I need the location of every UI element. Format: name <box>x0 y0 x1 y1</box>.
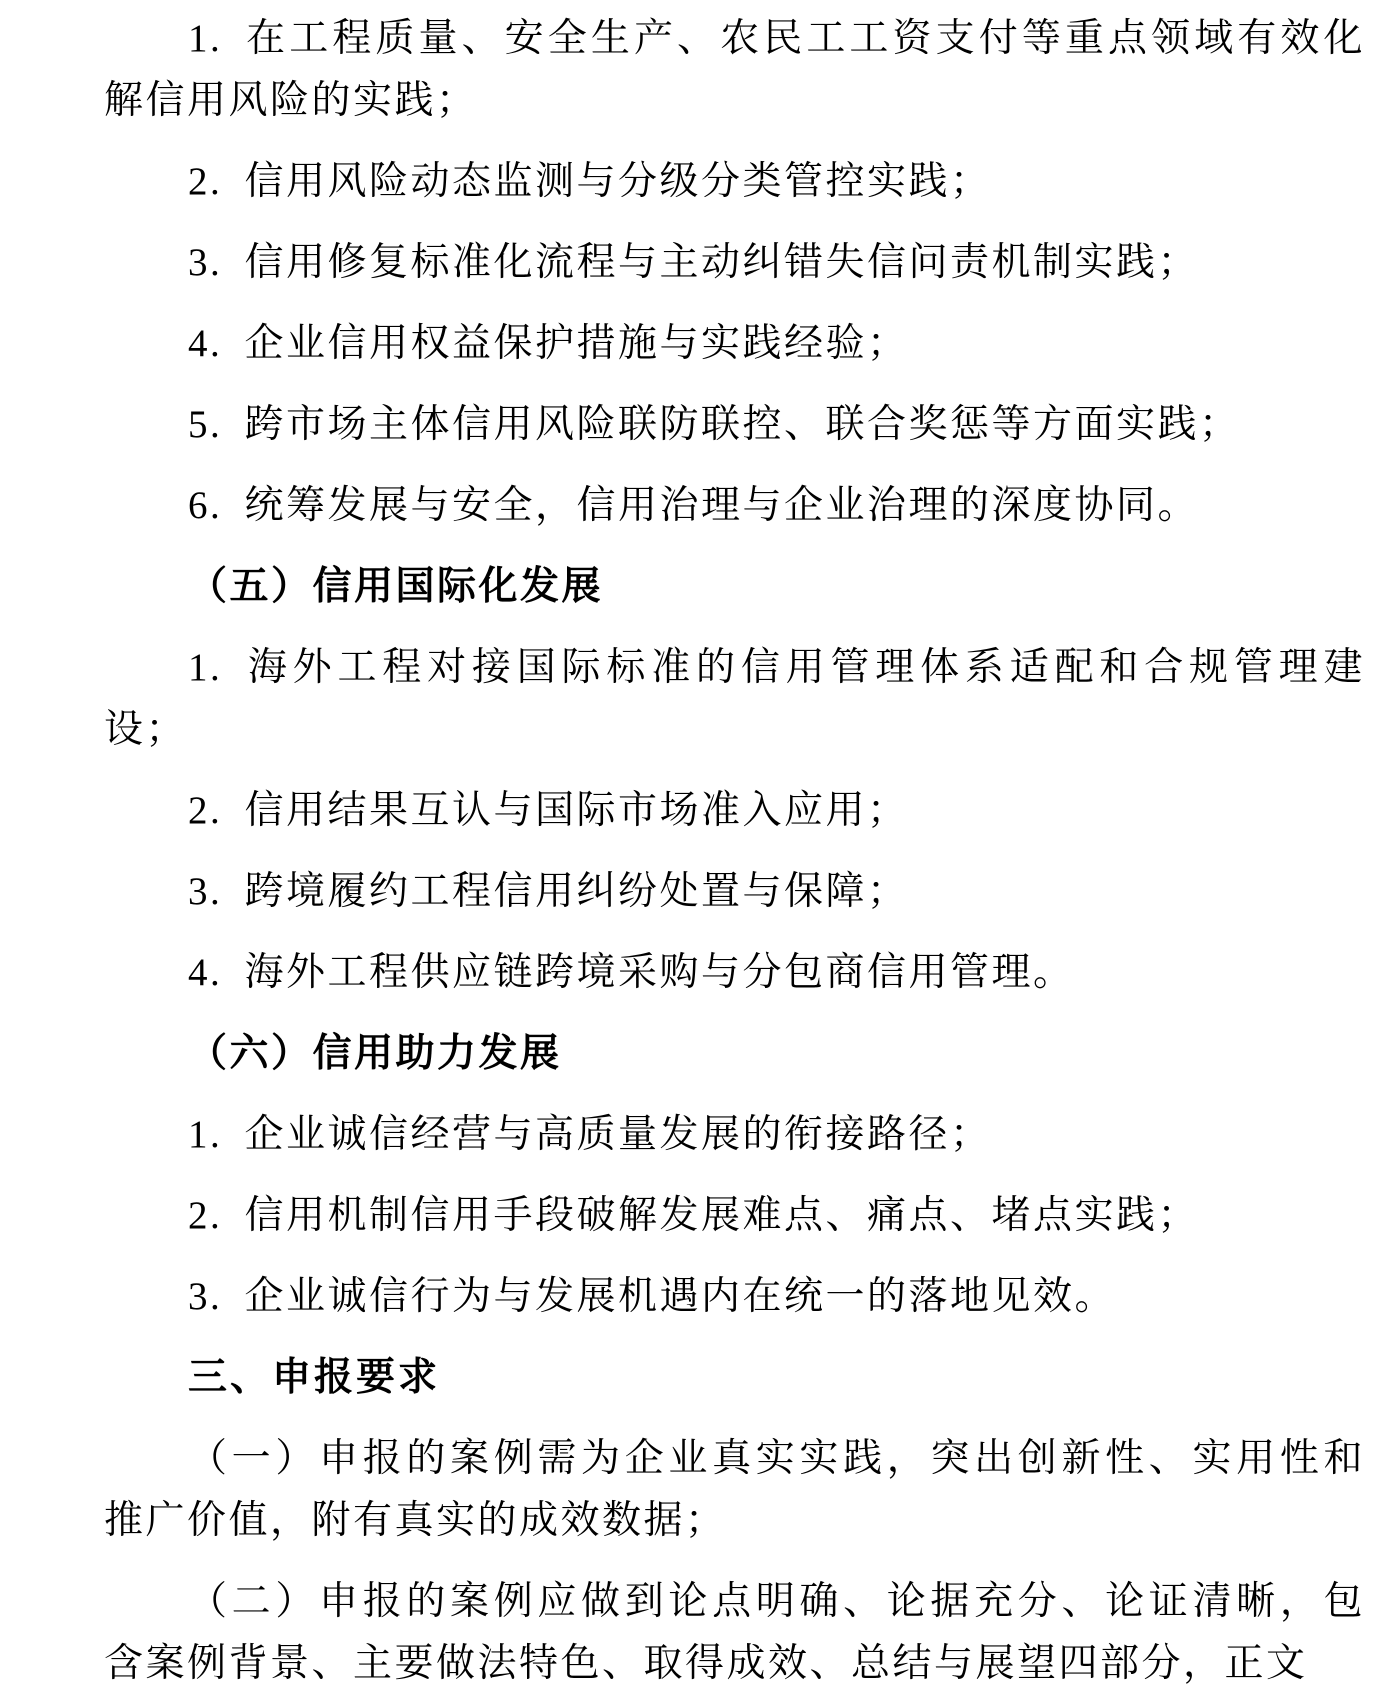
list-item-line: 2. 信用结果互认与国际市场准入应用； <box>188 789 909 832</box>
requirement-line: （一）申报的案例需为企业真实实践，突出创新性、实用性和 <box>188 1437 1365 1480</box>
requirement-line: （二）申报的案例应做到论点明确、论据充分、论证清晰，包 <box>188 1580 1365 1623</box>
list-item-line: 3. 信用修复标准化流程与主动纠错失信问责机制实践； <box>188 241 1200 284</box>
requirements-heading: 三、申报要求 <box>188 1356 441 1399</box>
continuation-line: 推广价值，附有真实的成效数据； <box>104 1499 727 1542</box>
list-item-line: 4. 海外工程供应链跨境采购与分包商信用管理。 <box>188 951 1075 994</box>
list-item-line: 2. 信用机制信用手段破解发展难点、痛点、堵点实践； <box>188 1194 1200 1237</box>
section-6-heading: （六）信用助力发展 <box>188 1032 562 1075</box>
list-item-line: 1. 海外工程对接国际标准的信用管理体系适配和合规管理建 <box>188 646 1365 689</box>
continuation-line: 设； <box>104 708 188 751</box>
list-item-line: 5. 跨市场主体信用风险联防联控、联合奖惩等方面实践； <box>188 403 1241 446</box>
list-item-line: 4. 企业信用权益保护措施与实践经验； <box>188 322 909 365</box>
list-item-line: 2. 信用风险动态监测与分级分类管控实践； <box>188 160 992 203</box>
list-item-line: 3. 跨境履约工程信用纠纷处置与保障； <box>188 870 909 913</box>
continuation-line: 含案例背景、主要做法特色、取得成效、总结与展望四部分，正文 <box>104 1642 1308 1685</box>
continuation-line: 解信用风险的实践； <box>104 79 478 122</box>
list-item-line: 1. 企业诚信经营与高质量发展的衔接路径； <box>188 1113 992 1156</box>
list-item-line: 6. 统筹发展与安全，信用治理与企业治理的深度协同。 <box>188 484 1200 527</box>
list-item-line: 3. 企业诚信行为与发展机遇内在统一的落地见效。 <box>188 1275 1117 1318</box>
section-5-heading: （五）信用国际化发展 <box>188 565 604 608</box>
list-item-line: 1. 在工程质量、安全生产、农民工工资支付等重点领域有效化 <box>188 17 1365 60</box>
